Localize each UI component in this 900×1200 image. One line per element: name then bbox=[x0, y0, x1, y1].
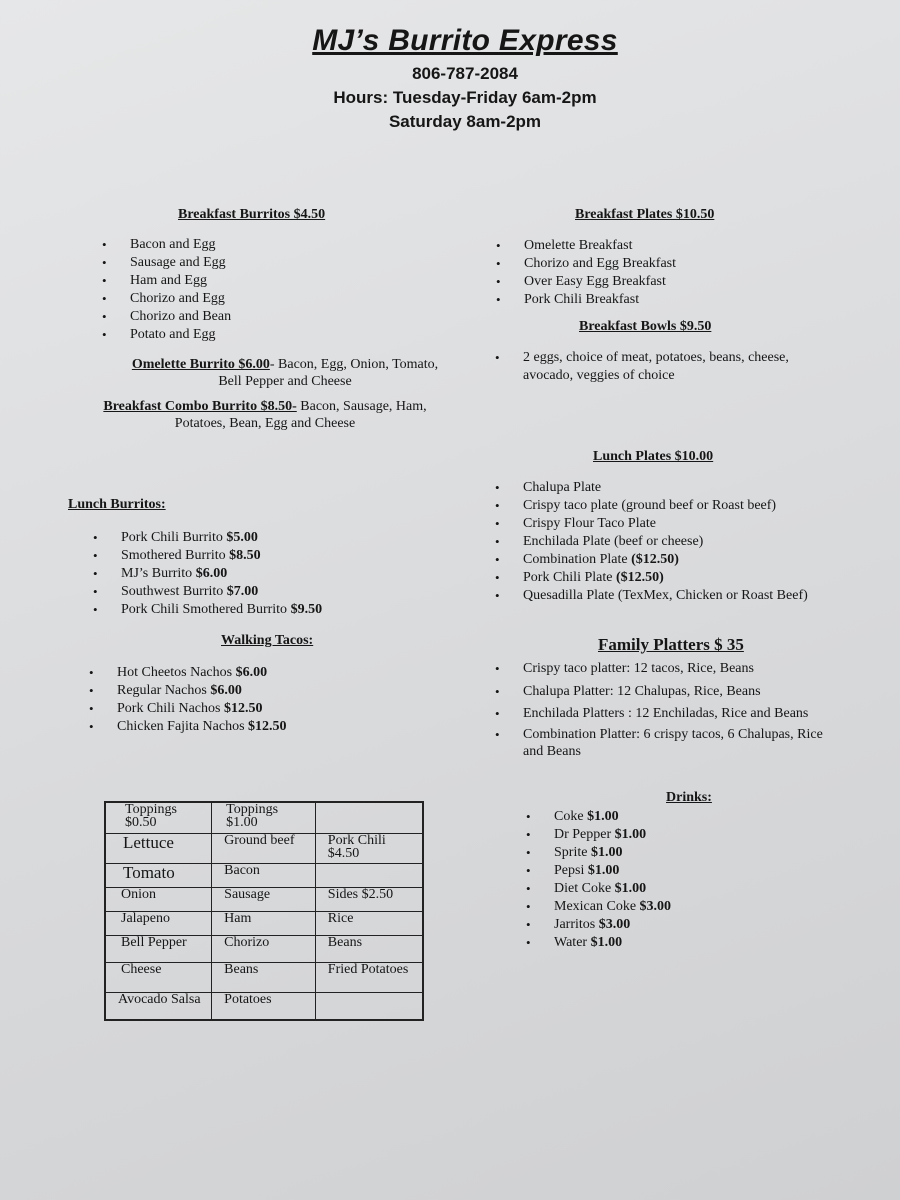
breakfast-burritos-list bbox=[130, 236, 231, 344]
toppings-table bbox=[104, 801, 424, 1021]
table-cell: Toppings $0.50 bbox=[105, 802, 212, 833]
item-price: $3.00 bbox=[598, 917, 631, 932]
item-price: $1.00 bbox=[614, 881, 647, 896]
list-item bbox=[523, 479, 808, 497]
family-platters-list bbox=[523, 660, 823, 760]
table-cell: Ham bbox=[212, 911, 316, 935]
list-item bbox=[523, 569, 808, 587]
lunch-burritos-heading: Lunch Burritos: bbox=[68, 497, 166, 512]
list-item: • Chorizo and Egg bbox=[130, 290, 231, 308]
table-cell: Beans bbox=[212, 962, 316, 992]
breakfast-bowls-list bbox=[523, 349, 789, 385]
item-price: $12.50 bbox=[223, 701, 263, 716]
item-name: Pepsi bbox=[554, 863, 588, 878]
item-price: $3.00 bbox=[639, 899, 672, 914]
item-price: $1.00 bbox=[587, 863, 620, 878]
table-cell: Pork Chili $4.50 bbox=[315, 833, 423, 863]
phone-number: 806-787-2084 bbox=[412, 64, 518, 83]
item-name: Diet Coke bbox=[554, 881, 615, 896]
table-cell: Toppings $1.00 bbox=[212, 802, 316, 833]
list-item bbox=[117, 682, 287, 700]
breakfast-plates-list bbox=[524, 237, 676, 309]
omelette-burrito bbox=[60, 356, 510, 390]
item-price: $6.00 bbox=[195, 566, 228, 581]
combo-burrito-name: Breakfast Combo Burrito $8.50- bbox=[103, 399, 297, 414]
item-price: $1.00 bbox=[590, 845, 623, 860]
list-item: • Enchilada Platters : 12 Enchiladas, Rice and Beans bbox=[523, 705, 823, 723]
table-cell: Tomato bbox=[105, 863, 212, 887]
list-item bbox=[554, 898, 671, 916]
table-cell: Jalapeno bbox=[105, 911, 212, 935]
list-item bbox=[523, 349, 789, 385]
table-cell: Potatoes bbox=[212, 992, 316, 1020]
table-cell: Sausage bbox=[212, 887, 316, 911]
list-item bbox=[554, 808, 671, 826]
list-item bbox=[554, 880, 671, 898]
list-item bbox=[523, 533, 808, 551]
table-row bbox=[105, 863, 423, 887]
lunch-plates-list bbox=[523, 479, 808, 605]
item-name: Water bbox=[554, 935, 591, 950]
list-item bbox=[554, 844, 671, 862]
breakfast-burritos-heading: Breakfast Burritos $4.50 bbox=[178, 207, 326, 222]
hours-weekday: Hours: Tuesday-Friday 6am-2pm bbox=[333, 88, 597, 107]
combo-platter-1: Combination Platter: 6 crispy tacos, 6 Chalupas, Rice bbox=[523, 727, 823, 742]
list-item: • Potato and Egg bbox=[130, 326, 231, 344]
table-cell: Ground beef bbox=[212, 833, 316, 863]
item-price: $5.00 bbox=[226, 530, 258, 545]
table-row bbox=[105, 992, 423, 1020]
table-cell: Onion bbox=[105, 887, 212, 911]
list-item: • Chorizo and Egg Breakfast bbox=[524, 255, 676, 273]
table-row bbox=[105, 935, 423, 962]
table-cell bbox=[315, 992, 423, 1020]
item-price: ($12.50) bbox=[615, 570, 664, 585]
item-price: $1.00 bbox=[590, 935, 623, 950]
family-platters-heading: Family Platters $ 35 bbox=[598, 635, 744, 654]
drinks-heading: Drinks: bbox=[666, 790, 712, 805]
item-name: Crispy Flour Taco Plate bbox=[523, 516, 656, 531]
item-name: Pork Chili Plate bbox=[523, 570, 616, 585]
item-price: $6.00 bbox=[210, 683, 242, 698]
list-item bbox=[121, 601, 322, 619]
breakfast-plates-heading: Breakfast Plates $10.50 bbox=[575, 207, 715, 222]
item-name: Combination Plate bbox=[523, 552, 632, 567]
list-item bbox=[554, 862, 671, 880]
list-item: • Chalupa Platter: 12 Chalupas, Rice, Beans bbox=[523, 683, 823, 701]
list-item bbox=[554, 916, 671, 934]
table-row bbox=[105, 887, 423, 911]
table-cell: Rice bbox=[315, 911, 423, 935]
item-name: Smothered Burrito bbox=[121, 548, 230, 563]
list-item: • Omelette Breakfast bbox=[524, 237, 676, 255]
bowl-desc-2: avocado, veggies of choice bbox=[523, 368, 675, 383]
omelette-burrito-desc: - Bacon, Egg, Onion, Tomato, bbox=[269, 357, 439, 372]
item-name: Pork Chili Nachos bbox=[117, 701, 224, 716]
table-cell bbox=[315, 863, 423, 887]
item-price: $9.50 bbox=[290, 602, 323, 617]
item-name: Coke bbox=[554, 809, 588, 824]
item-name: Chalupa Plate bbox=[523, 480, 602, 495]
list-item: • Sausage and Egg bbox=[130, 254, 231, 272]
list-item: • Crispy taco platter: 12 tacos, Rice, Beans bbox=[523, 660, 823, 678]
item-price: $1.00 bbox=[587, 809, 619, 824]
list-item bbox=[554, 826, 671, 844]
list-item bbox=[523, 551, 808, 569]
list-item bbox=[523, 515, 808, 533]
table-cell: Bell Pepper bbox=[105, 935, 212, 962]
item-price: $1.00 bbox=[614, 827, 647, 842]
item-name: Pork Chili Burrito bbox=[121, 530, 227, 545]
combo-burrito bbox=[40, 398, 490, 432]
item-name: Sprite bbox=[554, 845, 591, 860]
table-row bbox=[105, 802, 423, 833]
restaurant-title: MJ’s Burrito Express bbox=[312, 24, 618, 57]
table-cell: Avocado Salsa bbox=[105, 992, 212, 1020]
combo-burrito-desc: Bacon, Sausage, Ham, bbox=[296, 399, 427, 414]
combo-platter-2: and Beans bbox=[523, 744, 581, 759]
table-cell: Chorizo bbox=[212, 935, 316, 962]
list-item bbox=[523, 587, 808, 605]
list-item bbox=[523, 726, 823, 760]
list-item bbox=[121, 583, 322, 601]
list-item bbox=[523, 497, 808, 515]
item-name: Chicken Fajita Nachos bbox=[117, 719, 249, 734]
list-item bbox=[554, 934, 671, 952]
lunch-burritos-list bbox=[121, 529, 322, 619]
bowl-desc-1: 2 eggs, choice of meat, potatoes, beans, cheese, bbox=[523, 350, 789, 365]
list-item: • Chorizo and Bean bbox=[130, 308, 231, 326]
combo-burrito-desc-2: Potatoes, Bean, Egg and Cheese bbox=[174, 416, 356, 431]
item-name: Mexican Coke bbox=[554, 899, 640, 914]
table-cell: Cheese bbox=[105, 962, 212, 992]
table-cell: Sides $2.50 bbox=[315, 887, 423, 911]
list-item bbox=[121, 565, 322, 583]
table-cell bbox=[315, 802, 423, 833]
table-row bbox=[105, 911, 423, 935]
item-name: Regular Nachos bbox=[117, 683, 211, 698]
list-item: • Pork Chili Breakfast bbox=[524, 291, 676, 309]
table-row bbox=[105, 962, 423, 992]
list-item bbox=[121, 547, 322, 565]
table-row bbox=[105, 833, 423, 863]
table-cell: Lettuce bbox=[105, 833, 212, 863]
item-name: Pork Chili Smothered Burrito bbox=[121, 602, 291, 617]
omelette-burrito-name: Omelette Burrito $6.00 bbox=[131, 357, 270, 372]
list-item bbox=[117, 700, 287, 718]
list-item bbox=[117, 718, 287, 736]
item-name: Hot Cheetos Nachos bbox=[117, 665, 236, 680]
item-price: $8.50 bbox=[229, 548, 261, 563]
item-price: ($12.50) bbox=[631, 552, 679, 567]
table-cell: Fried Potatoes bbox=[315, 962, 423, 992]
item-price: $7.00 bbox=[226, 584, 259, 599]
table-cell: Bacon bbox=[212, 863, 316, 887]
item-name: Jarritos bbox=[554, 917, 599, 932]
item-name: MJ’s Burrito bbox=[121, 566, 196, 581]
item-price: $12.50 bbox=[248, 719, 287, 734]
list-item: • Over Easy Egg Breakfast bbox=[524, 273, 676, 291]
drinks-list bbox=[554, 808, 671, 952]
lunch-plates-heading: Lunch Plates $10.00 bbox=[593, 449, 714, 464]
walking-tacos-list bbox=[117, 664, 287, 736]
list-item bbox=[117, 664, 287, 682]
omelette-burrito-desc-2: Bell Pepper and Cheese bbox=[218, 374, 352, 389]
item-name: Quesadilla Plate (TexMex, Chicken or Roast Beef) bbox=[523, 588, 808, 603]
list-item: • Ham and Egg bbox=[130, 272, 231, 290]
item-name: Dr Pepper bbox=[554, 827, 615, 842]
hours-saturday: Saturday 8am-2pm bbox=[388, 112, 542, 131]
item-name: Crispy taco plate (ground beef or Roast beef) bbox=[523, 498, 777, 513]
list-item bbox=[121, 529, 322, 547]
walking-tacos-heading: Walking Tacos: bbox=[221, 633, 314, 648]
item-name: Southwest Burrito bbox=[121, 584, 227, 599]
breakfast-bowls-heading: Breakfast Bowls $9.50 bbox=[579, 319, 712, 334]
item-price: $6.00 bbox=[235, 665, 268, 680]
table-cell: Beans bbox=[315, 935, 423, 962]
item-name: Enchilada Plate (beef or cheese) bbox=[523, 534, 704, 549]
list-item: • Bacon and Egg bbox=[130, 236, 231, 254]
